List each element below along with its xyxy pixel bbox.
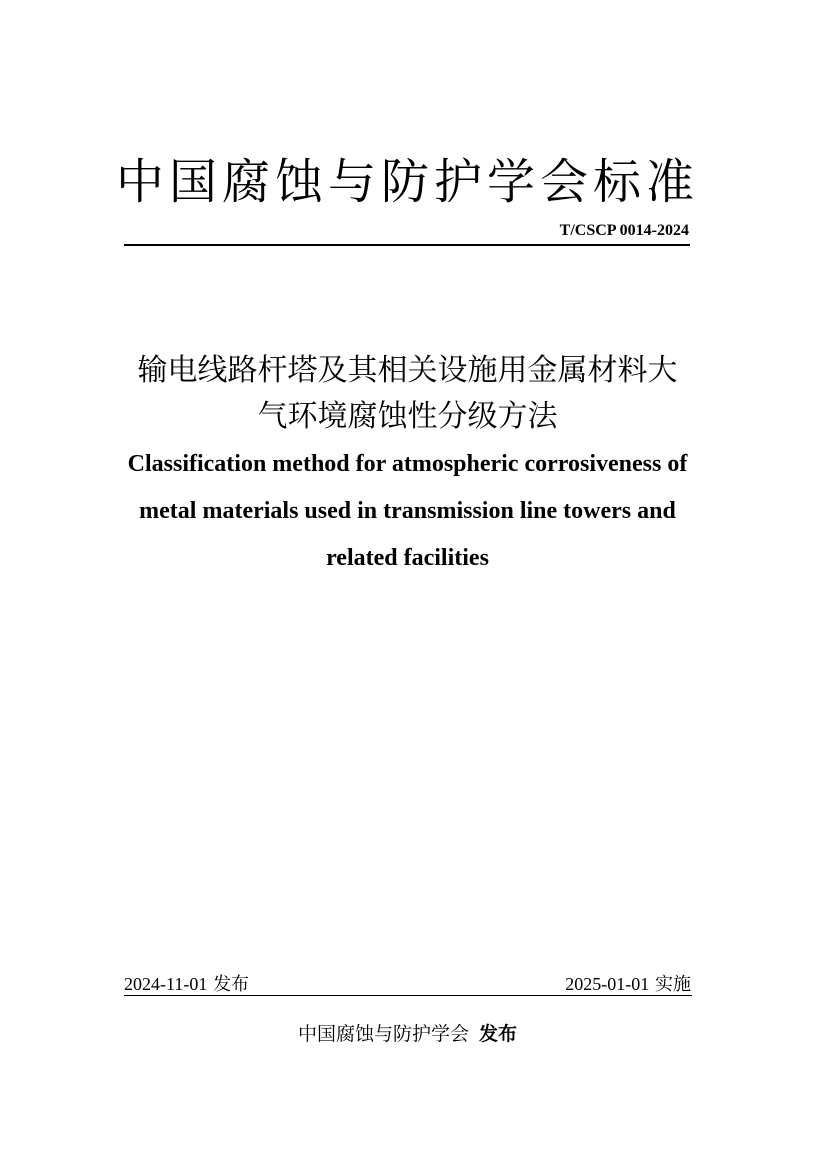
- date-divider: [124, 995, 692, 996]
- implementation-label: 实施: [655, 974, 691, 995]
- issue-label: 发布: [213, 974, 250, 995]
- implementation-date-block: [565, 972, 691, 997]
- publisher-name: 中国腐蚀与防护学会: [297, 1023, 469, 1045]
- publish-label: 发布: [479, 1023, 518, 1045]
- organization-standard-title: 中国腐蚀与防护学会标准: [115, 154, 699, 210]
- title-cn-line-1: 输电线路杆塔及其相关设施用金属材料大: [137, 353, 678, 388]
- title-en-line-1: Classification method for atmospheric corrosiveness of: [127, 451, 688, 477]
- standard-code: T/CSCP 0014-2024: [559, 222, 689, 239]
- issue-date: 2024-11-01: [124, 974, 208, 994]
- implementation-date: 2025-01-01: [565, 974, 650, 994]
- title-en-line-2: metal materials used in transmission line towers and: [139, 498, 676, 524]
- title-cn-line-2: 气环境腐蚀性分级方法: [257, 399, 558, 434]
- document-title-chinese: [0, 348, 815, 440]
- header-divider: [124, 244, 690, 246]
- title-en-line-3: related facilities: [326, 545, 489, 571]
- document-title-english: [0, 441, 815, 582]
- publisher-line: [0, 1021, 815, 1047]
- issue-date-block: [124, 972, 249, 997]
